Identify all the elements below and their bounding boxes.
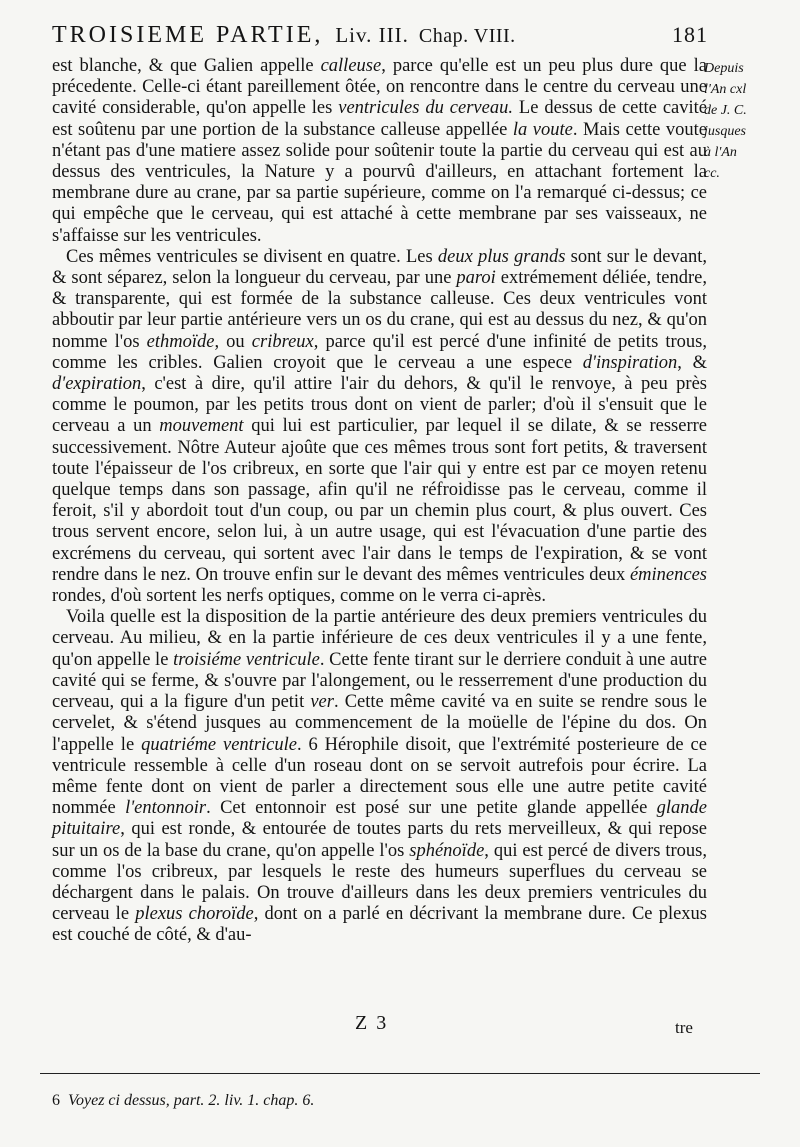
header-chapitre: Chap. VIII.	[418, 25, 516, 47]
text-run: Voila quelle est la disposition de la partie antérieure des deux premiers ventricules du cerveau. Au milieu, & en la partie inférieure de ces deux ventricules il y a une fente, qu'on appelle le	[52, 607, 707, 670]
footnote-rule	[40, 1073, 760, 1074]
text-run: extrémement déliée, tendre, & transparente, qui est formée de la substance calleuse. Ces deux ventricules vont abboutir par leur partie antérieure vers un os du crane, qui est au dessus du nez, & qu'on nomme l'os	[52, 268, 708, 352]
margin-note-line: à l'An	[704, 145, 737, 160]
italic-term: ethmoïde	[146, 331, 215, 352]
italic-term: d'expiration	[52, 374, 142, 395]
paragraph	[52, 247, 707, 607]
body-text	[52, 56, 707, 947]
header-part-title: TROISIEME PARTIE,	[52, 22, 324, 48]
italic-term: deux plus grands	[437, 246, 566, 267]
text-run: . Cette même cavité va en suite se rendre sous le cervelet, & s'étend jusques au commencement de la moüelle de l'épine du dos. On l'appelle le	[52, 692, 707, 755]
italic-term: sphénoïde	[409, 840, 485, 861]
text-run: , parce qu'elle est un peu plus dure que la précedente. Celle-ci étant pareillement ôtée, on rencontre dans le centre du cerveau une cavité considerable, qu'on appelle les	[52, 56, 707, 119]
text-run: , ou	[214, 331, 252, 352]
text-run: rondes, d'où sortent les nerfs optiques, comme on le verra ci-après.	[52, 586, 546, 607]
text-run: Le dessus de cette cavité est soûtenu par une portion de la substance calleuse appellée	[52, 98, 707, 140]
marginal-date-note	[704, 58, 778, 184]
header-livre: Liv. III.	[335, 23, 409, 47]
italic-term: plexus choroïde	[135, 904, 254, 925]
italic-term: paroi	[456, 268, 496, 289]
text-run: , &	[677, 352, 707, 373]
footnote-text: Voyez ci dessus, part. 2. liv. 1. chap. 6.	[68, 1092, 315, 1109]
italic-term: quatriéme ventricule	[141, 734, 297, 755]
italic-term: éminences	[629, 564, 707, 585]
italic-term: la voute	[512, 119, 573, 140]
italic-term: mouvement	[159, 416, 244, 437]
text-run: , dont on a parlé en décrivant la membrane dure. Ce plexus est couché de côté, & d'au-	[52, 904, 707, 946]
margin-note-line: jusques	[704, 124, 746, 139]
text-run: qui lui est particulier, par lequel il se dilate, & se resserre successivement. Nôtre Auteur ajoûte que ces mêmes trous sont fort petits, & traversent toute l'épaisseur de l'os cribreux, en sorte que l'air qui y entre est par ce moyen retenu quelque temps dans son passage, afin qu'il ne réfroidisse pas le cerveau, comme il feroit, s'il y abordoit tout d'un coup, ou par un chemin plus court, & plus ouvert. Ces trous servent encore, selon lui, à un autre usage, qui est l'évacuation d'une partie des excrémens du cerveau, qui sortent avec l'air dans le temps de l'expiration, & se vont rendre dans le nez. On trouve enfin sur le devant des mêmes ventricules deux	[52, 416, 707, 585]
text-run: , qui est percé de divers trous, comme l'os cribreux, par lesquels le reste des humeurs superflues du cerveau se déchargent dans le palais. On trouve d'ailleurs dans les deux premiers ventricules du cerveau le	[52, 840, 707, 925]
text-run: , c'est à dire, qu'il attire l'air du dehors, & qu'il le renvoye, à peu près comme le poumon, par les petits trous dont on vient de parler; d'où il s'ensuit que le cerveau a un	[52, 374, 707, 437]
italic-term: cribreux	[251, 331, 314, 352]
margin-note-line: l'An cxl	[704, 82, 747, 97]
catchword: tre	[675, 1018, 693, 1037]
margin-note-line: cc.	[704, 166, 720, 181]
italic-term: l'entonnoir	[125, 798, 207, 819]
text-run: . 6 Hérophile disoit, que l'extrémité posterieure de ce ventricule ressemble à celle d'un roseau dont on se servoit autrefois pour écrire. La même fente dont on vient de parler a directement sous elle une autre petite cavité nommée	[52, 734, 707, 819]
text-run: . Cette fente tirant sur le derriere conduit à une autre cavité qui se ferme, & s'ouvre par l'alongement, ou le resserrement d'une production du cerveau, qui a la figure d'un petit	[52, 649, 707, 713]
italic-term: troisiéme ventricule	[173, 649, 320, 670]
text-run: . Mais cette voute n'étant pas d'une matiere assez solide pour soûtenir toute la partie du cerveau qui est au dessus des ventricules, la Nature y a pourvû d'ailleurs, en attachant fortement la membrane dure au crane, par sa partie supérieure, comme on l'a remarqué ci-dessus; ce qui empêche que le cerveau, qui est attaché à cette membrane par ses vaisseaux, ne s'affaisse sur les ventricules.	[52, 119, 708, 246]
margin-note-line: de J. C.	[704, 103, 747, 118]
text-run: est blanche, & que Galien appelle	[52, 56, 321, 76]
italic-term: ventricules du cerveau.	[338, 98, 513, 119]
text-run: sont sur le devant, & sont séparez, selon la longueur du cerveau, par une	[52, 246, 707, 289]
italic-term: ver	[310, 692, 334, 713]
paragraph	[52, 56, 707, 247]
paragraph	[52, 607, 707, 946]
italic-term: d'inspiration	[582, 352, 678, 373]
italic-term: glande pituitaire	[52, 798, 708, 840]
text-run: , parce qu'il est percé d'une infinité de petits trous, comme les cribles. Galien croyoit que le cerveau a une espece	[52, 331, 707, 373]
page-number: 181	[672, 22, 708, 47]
italic-term: calleuse	[320, 56, 382, 76]
printer-signature-mark: Z 3	[355, 1012, 389, 1034]
text-run: Ces mêmes ventricules se divisent en quatre. Les	[66, 246, 438, 267]
text-run: , qui est ronde, & entourée de toutes parts du rets merveilleux, & qui repose sur un os de la base du crane, qu'on appelle l'os	[52, 819, 707, 861]
footnote-number: 6	[52, 1092, 60, 1109]
text-run: . Cet entonnoir est posé sur une petite glande appellée	[206, 798, 657, 819]
running-header	[52, 22, 708, 52]
footnote	[52, 1092, 712, 1110]
margin-note-line: Depuis	[704, 61, 744, 76]
